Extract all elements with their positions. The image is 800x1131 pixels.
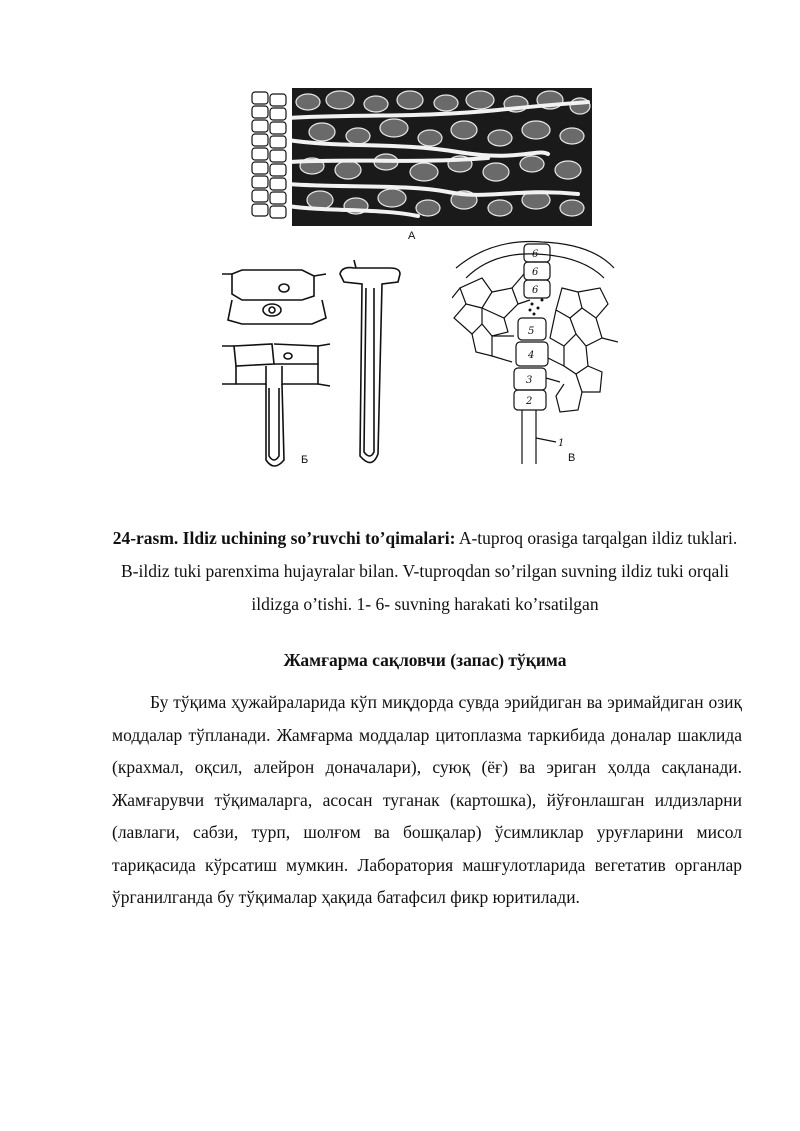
marker-4: 4 <box>528 350 535 361</box>
marker-6b: 6 <box>532 267 539 278</box>
marker-5: 5 <box>528 326 535 337</box>
figure-caption <box>112 522 738 621</box>
body-paragraph: Бу тўқима ҳужайраларида кўп миқдорда сувда эрийдиган ва эримайдиган озиқ моддалар тўпланади. Жамғарма моддалар цитоплазма таркибида доналар шаклида (крахмал, оқсил, алейрон доначалари), суюқ (ёғ) ва эриган ҳолда сақланади. Жамғарувчи тўқималарга, асосан туганак (картошка), йўғонлашган илдизларни (лавлаги, сабзи, турп, шолғом ва бошқалар) ўсимликлар уруғларини мисол тариқасида кўрсатиш мумкин. Лаборатория машғулотларида вегетатив органлар ўрганилганда бу тўқималар ҳақида батафсил фикр юритилади. <box>112 692 742 907</box>
marker-2: 2 <box>526 396 533 407</box>
section-heading: Жамғарма сақловчи (запас) тўқима <box>283 650 567 670</box>
root-hair-parenchyma-illustration <box>222 260 402 475</box>
caption-text: A-tuproq orasiga tarqalgan ildiz tuklari. B-ildiz tuki parenxima hujayralar bilan. V-tuproqdan so’rilgan suvning ildiz tuki orqali ildizga o’tishi. 1- 6- suvning harakati ko’rsatilgan <box>120 528 738 614</box>
figure-label-v: В <box>568 452 576 464</box>
water-path-through-root-hair-illustration <box>452 238 618 466</box>
marker-6c: 6 <box>532 285 539 296</box>
marker-1: 1 <box>558 438 565 449</box>
figure-label-a: A <box>408 230 416 242</box>
root-hairs-in-soil-illustration <box>248 88 592 230</box>
marker-6a: 6 <box>532 249 539 260</box>
caption-title: 24-rasm. Ildiz uchining so’ruvchi to’qimalari: <box>112 528 456 548</box>
marker-3: 3 <box>526 375 533 386</box>
figure-label-b: Б <box>301 454 309 466</box>
